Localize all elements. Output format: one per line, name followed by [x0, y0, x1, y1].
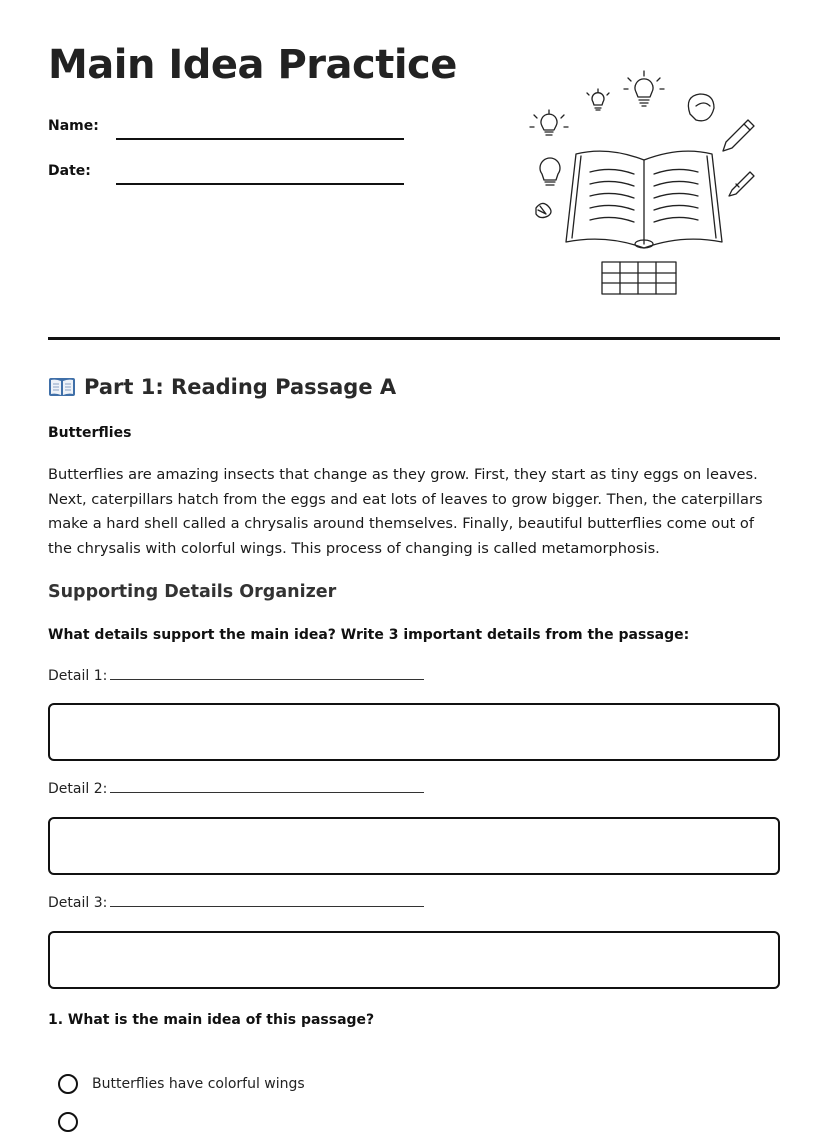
- lightbulb-icon: [540, 158, 560, 185]
- header-divider: [48, 337, 780, 340]
- book-illustration-icon: [520, 62, 768, 302]
- detail-1-label: Detail 1:: [48, 668, 424, 684]
- lightbulb-icon: [587, 89, 609, 110]
- open-book-emoji-icon: [48, 376, 76, 398]
- page-title: Main Idea Practice: [48, 42, 457, 88]
- detail-3-blank: [110, 905, 424, 907]
- passage-text: Butterflies are amazing insects that change as they grow. First, they start as tiny eggs on leaves. Next, caterpillars hatch from the eggs and eat lots of leaves to grow bigger. Then, the caterpillars make a hard shell called a chrysalis around themselves. Finally, beautiful butterflies come out of the chrysalis with colorful wings. This process of changing is called metamorphosis.: [48, 466, 763, 557]
- detail-3-answer-box[interactable]: [48, 931, 780, 989]
- part1-heading: [48, 375, 396, 399]
- pencil-icon: [729, 172, 754, 196]
- doodle-icon: [536, 203, 551, 217]
- eraser-icon: [688, 94, 714, 121]
- organizer-instruction: What details support the main idea? Write 3 important details from the passage:: [48, 627, 690, 643]
- detail-2-answer-box[interactable]: [48, 817, 780, 875]
- name-line[interactable]: [116, 138, 404, 140]
- passage-title: Butterflies: [48, 425, 132, 441]
- radio-button[interactable]: [58, 1074, 78, 1094]
- detail-1-blank: [110, 678, 424, 680]
- pencil-icon: [723, 120, 754, 151]
- open-book-icon: [566, 151, 722, 248]
- detail-3-label: Detail 3:: [48, 895, 424, 911]
- date-label: Date:: [48, 163, 91, 179]
- date-field: [48, 163, 408, 187]
- lightbulb-icon: [624, 71, 664, 106]
- date-line[interactable]: [116, 183, 404, 185]
- radio-button[interactable]: [58, 1112, 78, 1132]
- question-1: 1. What is the main idea of this passage?: [48, 1012, 375, 1028]
- name-label: Name:: [48, 118, 99, 134]
- organizer-heading: Supporting Details Organizer: [48, 582, 337, 602]
- detail-2-label: Detail 2:: [48, 781, 424, 797]
- part1-heading-text: Part 1: Reading Passage A: [84, 375, 397, 399]
- question-1-option-1[interactable]: [58, 1074, 305, 1094]
- detail-1-answer-box[interactable]: [48, 703, 780, 761]
- grid-table-icon: [602, 262, 676, 294]
- name-field: [48, 118, 408, 142]
- detail-2-blank: [110, 791, 424, 793]
- option-label: Butterflies have colorful wings: [92, 1076, 305, 1092]
- question-1-option-2[interactable]: [58, 1112, 92, 1132]
- lightbulb-icon: [530, 110, 568, 135]
